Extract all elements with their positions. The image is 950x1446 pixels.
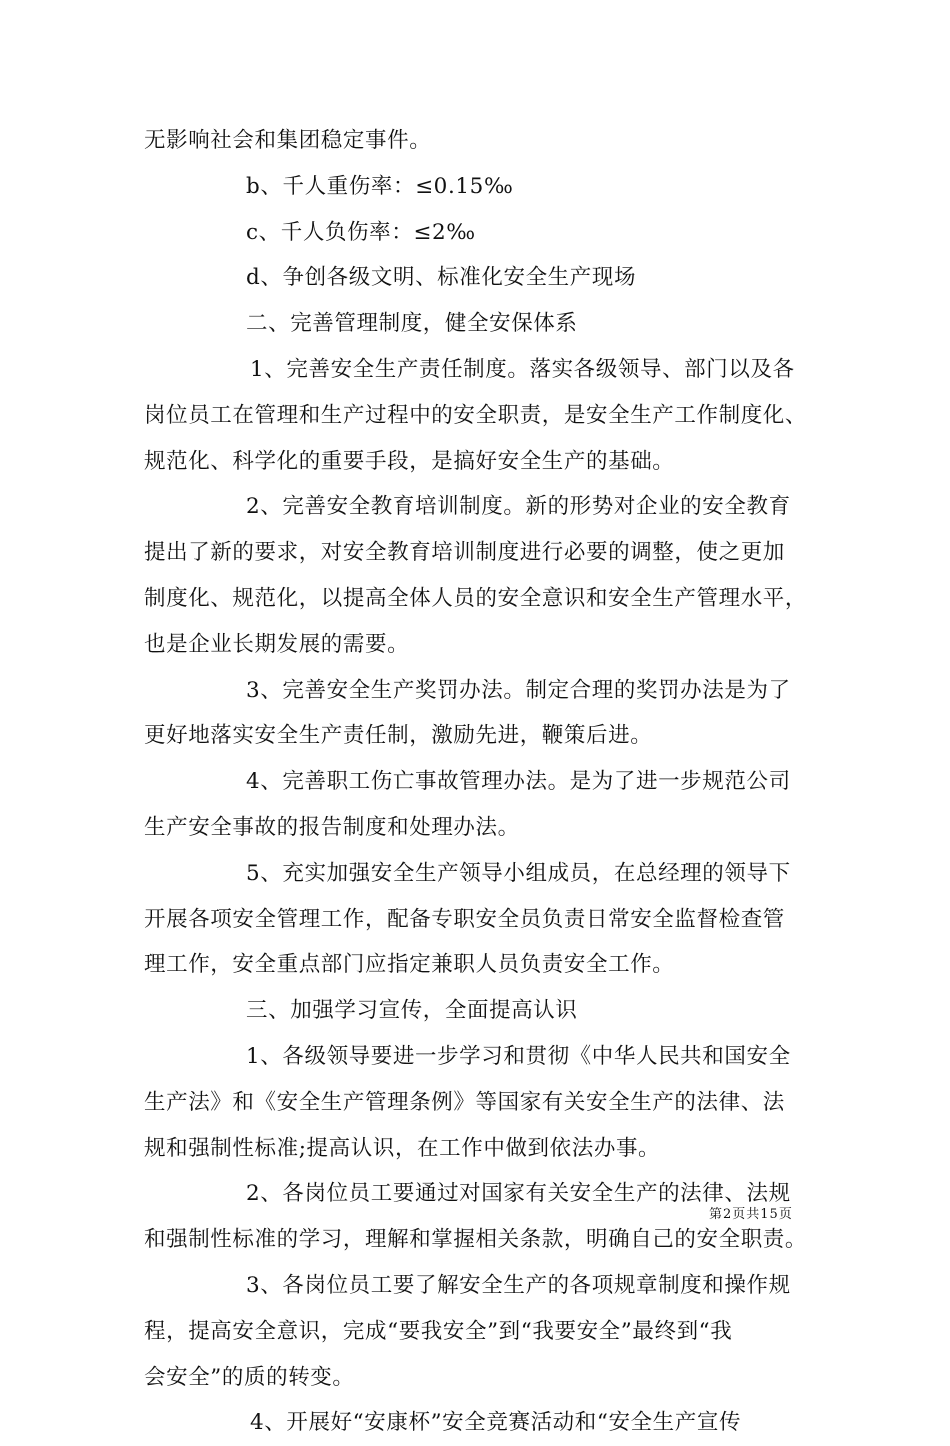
text-line: 也是企业长期发展的需要。 bbox=[144, 631, 410, 657]
text-line: 5、充实加强安全生产领导小组成员，在总经理的领导下 bbox=[246, 860, 791, 886]
text-line: 提出了新的要求，对安全教育培训制度进行必要的调整，使之更加 bbox=[144, 540, 785, 566]
text-line: 岗位员工在管理和生产过程中的安全职责，是安全生产工作制度化、 bbox=[144, 402, 808, 428]
body-text bbox=[144, 118, 820, 1446]
text-line: 会安全”的质的转变。 bbox=[144, 1364, 355, 1390]
text-line: 无影响社会和集团稳定事件。 bbox=[144, 128, 432, 153]
text-line: 1、各级领导要进一步学习和贯彻《中华人民共和国安全 bbox=[246, 1043, 791, 1069]
text-line: 理工作，安全重点部门应指定兼职人员负责安全工作。 bbox=[144, 952, 675, 978]
text-line: 制度化、规范化，以提高全体人员的安全意识和安全生产管理水平， bbox=[144, 585, 808, 611]
text-line: 4、开展好“安康杯”安全竞赛活动和“安全生产宣传 bbox=[250, 1410, 742, 1436]
text-line: 生产安全事故的报告制度和处理办法。 bbox=[144, 814, 520, 840]
text-line: 规和强制性标准;提高认识，在工作中做到依法办事。 bbox=[144, 1135, 661, 1161]
text-line: 程，提高安全意识，完成“要我安全”到“我要安全”最终到“我 bbox=[144, 1318, 733, 1344]
text-line: c、千人负伤率：≤2‰ bbox=[246, 219, 476, 245]
text-line: 3、完善安全生产奖罚办法。制定合理的奖罚办法是为了 bbox=[246, 677, 791, 703]
text-line: 3、各岗位员工要了解安全生产的各项规章制度和操作规 bbox=[246, 1272, 791, 1298]
text-line: 和强制性标准的学习，理解和掌握相关条款，明确自己的安全职责。 bbox=[144, 1227, 808, 1253]
text-line: 1、完善安全生产责任制度。落实各级领导、部门以及各 bbox=[250, 356, 795, 382]
text-line: 规范化、科学化的重要手段，是搞好安全生产的基础。 bbox=[144, 448, 675, 474]
section-heading: 三、加强学习宣传，全面提高认识 bbox=[246, 998, 578, 1024]
text-line: d、争创各级文明、标准化安全生产现场 bbox=[246, 265, 637, 291]
text-line: 更好地落实安全生产责任制，激励先进，鞭策后进。 bbox=[144, 723, 653, 749]
text-line: 4、完善职工伤亡事故管理办法。是为了进一步规范公司 bbox=[246, 769, 791, 795]
text-line: b、千人重伤率：≤0.15‰ bbox=[246, 173, 514, 199]
text-line: 2、完善安全教育培训制度。新的形势对企业的安全教育 bbox=[246, 494, 791, 520]
text-line: 2、各岗位员工要通过对国家有关安全生产的法律、法规 bbox=[246, 1181, 791, 1207]
page-number: 第2页共15页 bbox=[709, 1207, 793, 1222]
text-line: 生产法》和《安全生产管理条例》等国家有关安全生产的法律、法 bbox=[144, 1089, 785, 1115]
section-heading: 二、完善管理制度，健全安保体系 bbox=[246, 311, 578, 337]
text-line: 开展各项安全管理工作，配备专职安全员负责日常安全监督检查管 bbox=[144, 906, 785, 932]
